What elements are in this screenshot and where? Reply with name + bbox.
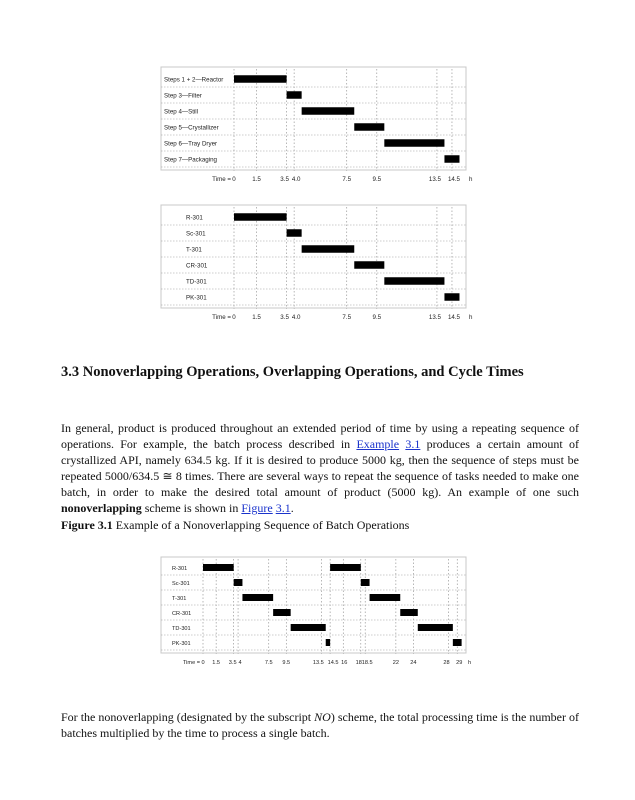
gantt-bar [234, 579, 243, 586]
gantt-bar [330, 564, 361, 571]
gantt-bar [234, 213, 287, 221]
gantt-bar [453, 639, 462, 646]
gantt-bar [291, 624, 326, 631]
time-tick-label: 14.5 [447, 314, 460, 321]
row-label: Step 6—Tray Dryer [164, 140, 218, 148]
time-unit-label: h [468, 660, 472, 666]
gantt-bar [361, 579, 370, 586]
row-label: CR-301 [186, 262, 208, 270]
time-tick-label: 0 [232, 314, 236, 321]
paragraph-intro-text-4: . [290, 501, 294, 515]
time-tick-label: 7.5 [264, 660, 273, 666]
gantt-bar [242, 594, 273, 601]
time-axis-label: Time = [212, 176, 231, 183]
time-axis-label: Time = [182, 660, 200, 666]
figure-number-link[interactable]: 3.1 [275, 501, 291, 515]
row-label: Step 3—Filter [164, 92, 202, 100]
gantt-bar [326, 639, 330, 646]
time-tick-label: 7.5 [342, 314, 352, 321]
gantt-equipment-svg [160, 204, 480, 330]
gantt-bar [287, 91, 302, 99]
row-label: T-301 [172, 596, 187, 602]
time-tick-label: 13.5 [312, 660, 324, 666]
gantt-bar [400, 609, 418, 616]
time-tick-label: 1.5 [212, 660, 221, 666]
chart-frame [161, 205, 466, 308]
time-tick-label: 22 [392, 660, 399, 666]
figure-caption-text: Example of a Nonoverlapping Sequence of Batch Operations [112, 518, 410, 532]
figure-link[interactable]: Figure [241, 501, 273, 515]
time-tick-label: 9.5 [282, 660, 291, 666]
gantt-bar [384, 139, 444, 147]
paragraph-intro-text-1: In general, product is produced throughout an extended period of time by using a repeating sequence of operations. For example, the batch process described in [61, 421, 579, 451]
time-unit-label: h [469, 176, 473, 183]
time-tick-label: 9.5 [372, 176, 382, 183]
time-tick-label: 3.5 [280, 314, 289, 321]
time-tick-label: 3.5 [280, 176, 289, 183]
time-tick-label: 14.5 [447, 176, 460, 183]
time-tick-label: 13.5 [428, 314, 441, 321]
gantt-bar [418, 624, 453, 631]
gantt-bar [203, 564, 234, 571]
time-tick-label: 1.5 [252, 314, 261, 321]
row-label: Sc-301 [172, 581, 190, 587]
time-axis-label: Time = [212, 314, 231, 321]
gantt-steps-svg [160, 66, 480, 192]
gantt-nonoverlapping-svg [160, 556, 480, 676]
time-tick-label: 0 [232, 176, 236, 183]
paragraph-intro [61, 420, 579, 516]
time-tick-label: 9.5 [372, 314, 382, 321]
paragraph-intro-text-3: scheme is shown in [141, 501, 242, 515]
time-tick-label: 24 [410, 660, 417, 666]
section-heading: 3.3 Nonoverlapping Operations, Overlapping Operations, and Cycle Times [61, 364, 524, 380]
gantt-bar [384, 277, 444, 285]
row-label: PK-301 [186, 294, 207, 302]
gantt-bar [444, 155, 459, 163]
nonoverlapping-term: nonoverlapping [61, 501, 142, 515]
gantt-bar [354, 261, 384, 269]
row-label: Step 7—Packaging [164, 156, 217, 164]
gantt-bar [287, 229, 302, 237]
time-tick-label: 18 [355, 660, 362, 666]
paragraph-nonoverlapping [61, 709, 579, 741]
time-tick-label: 14.5 [327, 660, 339, 666]
gantt-bar [354, 123, 384, 131]
gantt-bar [273, 609, 291, 616]
figure-caption [61, 518, 409, 533]
row-label: Steps 1 + 2—Reactor [164, 76, 224, 84]
time-tick-label: 16 [341, 660, 348, 666]
time-tick-label: 29 [456, 660, 463, 666]
row-label: TD-301 [186, 278, 207, 286]
row-label: TD-301 [172, 626, 191, 632]
gantt-chart-steps [160, 66, 480, 192]
gantt-chart-equipment [160, 204, 480, 330]
paragraph-intro-text-2: produces a certain amount of crystallized API, namely 634.5 kg. If it is desired to produce 5000 kg, then the sequence of steps must be repeated 5000/634.5 ≅ 8 times. There are several ways to repeat the sequence of tasks needed to make one batch, in order to make the desired total amount of product (5000 kg). An example of one such [61, 437, 580, 499]
row-label: R-301 [172, 566, 188, 572]
time-tick-label: 7.5 [342, 176, 352, 183]
gantt-bar [234, 75, 287, 83]
example-link[interactable]: Example [356, 437, 400, 451]
time-tick-label: 28 [443, 660, 450, 666]
row-label: R-301 [186, 214, 203, 222]
time-tick-label: 3.5 [228, 660, 237, 666]
row-label: Sc-301 [186, 230, 206, 238]
time-tick-label: 4.0 [291, 314, 301, 321]
time-tick-label: 4.0 [291, 176, 301, 183]
row-label: Step 4—Still [164, 108, 199, 116]
gantt-bar [370, 594, 401, 601]
time-tick-label: 4 [238, 660, 242, 666]
time-tick-label: 13.5 [428, 176, 441, 183]
row-label: Step 5—Crystallizer [164, 124, 219, 132]
example-number-link[interactable]: 3.1 [405, 437, 421, 451]
time-tick-label: 0 [201, 660, 205, 666]
paragraph-no-text-2: ) scheme, the total processing time is the number of batches multiplied by the time to process a single batch. [61, 710, 579, 740]
time-tick-label: 1.5 [252, 176, 261, 183]
gantt-bar [444, 293, 459, 301]
paragraph-no-text-1: For the nonoverlapping (designated by the subscript [61, 710, 315, 724]
gantt-bar [302, 245, 355, 253]
time-unit-label: h [469, 314, 473, 321]
subscript-term: NO [314, 710, 331, 724]
gantt-bar [302, 107, 355, 115]
row-label: T-301 [186, 246, 202, 254]
gantt-chart-nonoverlapping [160, 556, 480, 676]
row-label: PK-301 [172, 641, 191, 647]
time-tick-label: 18.5 [361, 660, 373, 666]
row-label: CR-301 [172, 611, 192, 617]
figure-caption-label: Figure 3.1 [61, 518, 113, 532]
